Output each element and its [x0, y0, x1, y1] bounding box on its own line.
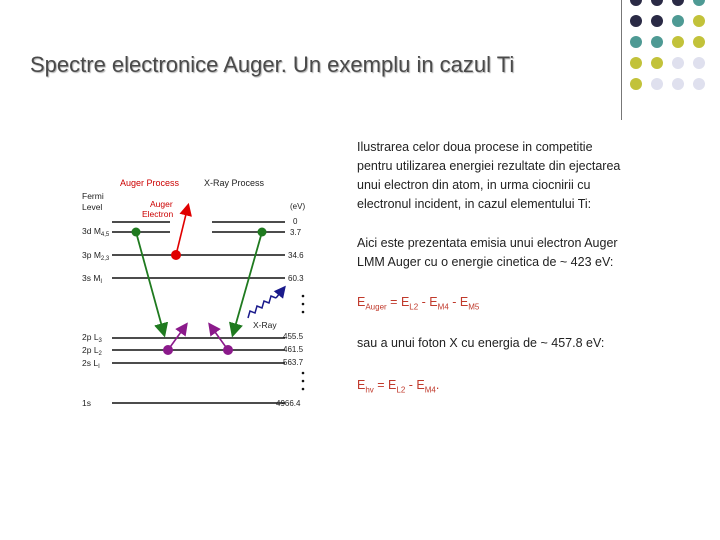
decor-dot	[651, 57, 663, 69]
slide-title: Spectre electronice Auger. Un exemplu in cazul Ti	[30, 52, 515, 77]
level-label-3s: 3s $M_I$	[82, 273, 103, 285]
xray-process-header: X-Ray Process	[204, 178, 265, 188]
electron-dot	[223, 345, 233, 355]
decor-dot	[672, 36, 684, 48]
energy-value: 0	[293, 217, 298, 226]
energy-value: 455.5	[283, 332, 304, 341]
decor-dot	[693, 78, 705, 90]
energy-value: 34.6	[288, 251, 304, 260]
xray-transition-arrow	[233, 232, 262, 334]
energy-value: 3.7	[290, 228, 302, 237]
energy-value: 60.3	[288, 274, 304, 283]
level-label-3d: 3d $M_{4,5}$	[82, 226, 110, 238]
decorative-dot-grid	[620, 0, 720, 110]
level-label-2p2: 2p $L_2$	[82, 345, 102, 357]
text-line: unui electron din atom, in urma ciocnirii cu	[357, 178, 591, 192]
xray-label: X-Ray	[253, 320, 277, 330]
auger-electron-label-2: Electron	[142, 209, 174, 219]
paragraph-xray: sau a unui foton X cu energia de ~ 457.8 eV:	[357, 336, 605, 350]
energy-value: 4966.4	[276, 399, 301, 408]
decor-dot	[672, 0, 684, 6]
xray-photon-wave	[248, 296, 276, 318]
formula-auger: $E_{Auger} = E_{L2} - E_{M4} - E_{M5}$	[357, 295, 480, 312]
decor-dot	[693, 0, 705, 6]
decor-dot	[672, 15, 684, 27]
decor-dot	[651, 78, 663, 90]
decor-dot	[630, 15, 642, 27]
decor-dot	[630, 36, 642, 48]
paragraph-auger	[357, 234, 618, 272]
electron-dot	[163, 345, 173, 355]
decor-dot	[651, 0, 663, 6]
auger-transition-arrow	[136, 232, 164, 334]
auger-xray-energy-diagram	[78, 168, 328, 418]
unit-label: (eV)	[290, 202, 306, 211]
energy-value: 461.5	[283, 345, 304, 354]
xray-photon-arrow	[276, 288, 284, 298]
level-label-2s: 2s $L_I$	[82, 358, 100, 370]
electron-dot	[171, 250, 181, 260]
text-line: Ilustrarea celor doua procese in competitie	[357, 140, 593, 154]
ellipsis-dots	[302, 295, 305, 391]
decor-dot	[672, 57, 684, 69]
text-line: pentru utilizarea energiei rezultate din ejectarea	[357, 159, 621, 173]
level-label-1s: 1s	[82, 398, 91, 408]
decor-dot	[672, 78, 684, 90]
auger-process-header: Auger Process	[120, 178, 180, 188]
text-line: Aici este prezentata emisia unui electron Auger	[357, 236, 618, 250]
decor-dot	[693, 36, 705, 48]
energy-value: 563.7	[283, 358, 304, 367]
auger-electron-label-1: Auger	[150, 199, 173, 209]
text-line: LMM Auger cu o energie cinetica de ~ 423 eV:	[357, 255, 614, 269]
fermi-label-1: Fermi	[82, 191, 104, 201]
decor-dot	[693, 57, 705, 69]
text-line: electronul incident, in cazul elementului Ti:	[357, 197, 592, 211]
formula-xray: $E_{hv} = E_{L2} - E_{M4}$.	[357, 378, 440, 395]
auger-electron-arrow	[176, 206, 188, 255]
decor-dot	[630, 78, 642, 90]
electron-dot	[258, 228, 267, 237]
electron-dot	[132, 228, 141, 237]
decor-dot	[630, 57, 642, 69]
paragraph-intro	[357, 138, 620, 214]
level-label-3p: 3p $M_{2,3}$	[82, 250, 110, 262]
level-label-2p3: 2p $L_3$	[82, 332, 102, 344]
decor-dot	[651, 15, 663, 27]
decor-dot	[693, 15, 705, 27]
fermi-label-2: Level	[82, 202, 103, 212]
decor-dot	[651, 36, 663, 48]
decor-dot	[630, 0, 642, 6]
